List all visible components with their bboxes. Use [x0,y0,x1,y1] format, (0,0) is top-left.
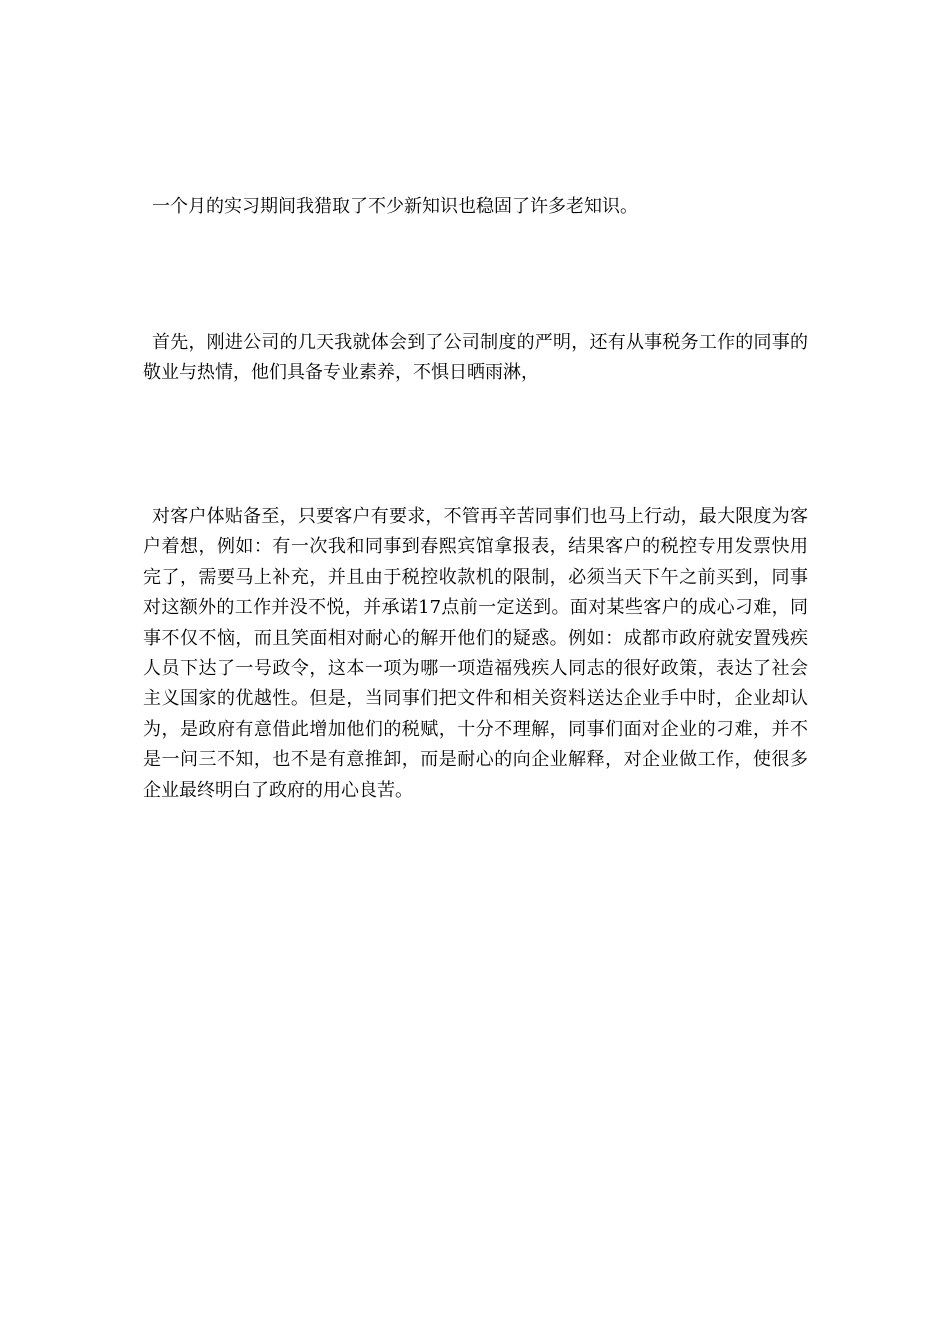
paragraph-first: 首先，刚进公司的几天我就体会到了公司制度的严明，还有从事税务工作的同事的敬业与热情，他们具备专业素养，不惧日晒雨淋， [143,332,808,384]
paragraph-intro: 一个月的实习期间我猎取了不少新知识也稳固了许多老知识。 [152,196,638,217]
paragraph-example: 对客户体贴备至，只要客户有要求，不管再辛苦同事们也马上行动，最大限度为客户着想，例如：有一次我和同事到春熙宾馆拿报表，结果客户的税控专用发票快用完了，需要马上补充，并且由于税控收款机的限制，必须当天下午之前买到，同事对这额外的工作并没不悦，并承诺17点前一定送到。面对某些客户的成心刁难，同事不仅不恼，而且笑面相对耐心的解开他们的疑惑。例如：成都市政府就安置残疾人员下达了一号政令，这本一项为哪一项造福残疾人同志的很好政策，表达了社会主义国家的优越性。但是，当同事们把文件和相关资料送达企业手中时，企业却认为，是政府有意借此增加他们的税赋，十分不理解，同事们面对企业的刁难，并不是一问三不知，也不是有意推卸，而是耐心的向企业解释，对企业做工作，使很多企业最终明白了政府的用心良苦。 [143,506,808,801]
